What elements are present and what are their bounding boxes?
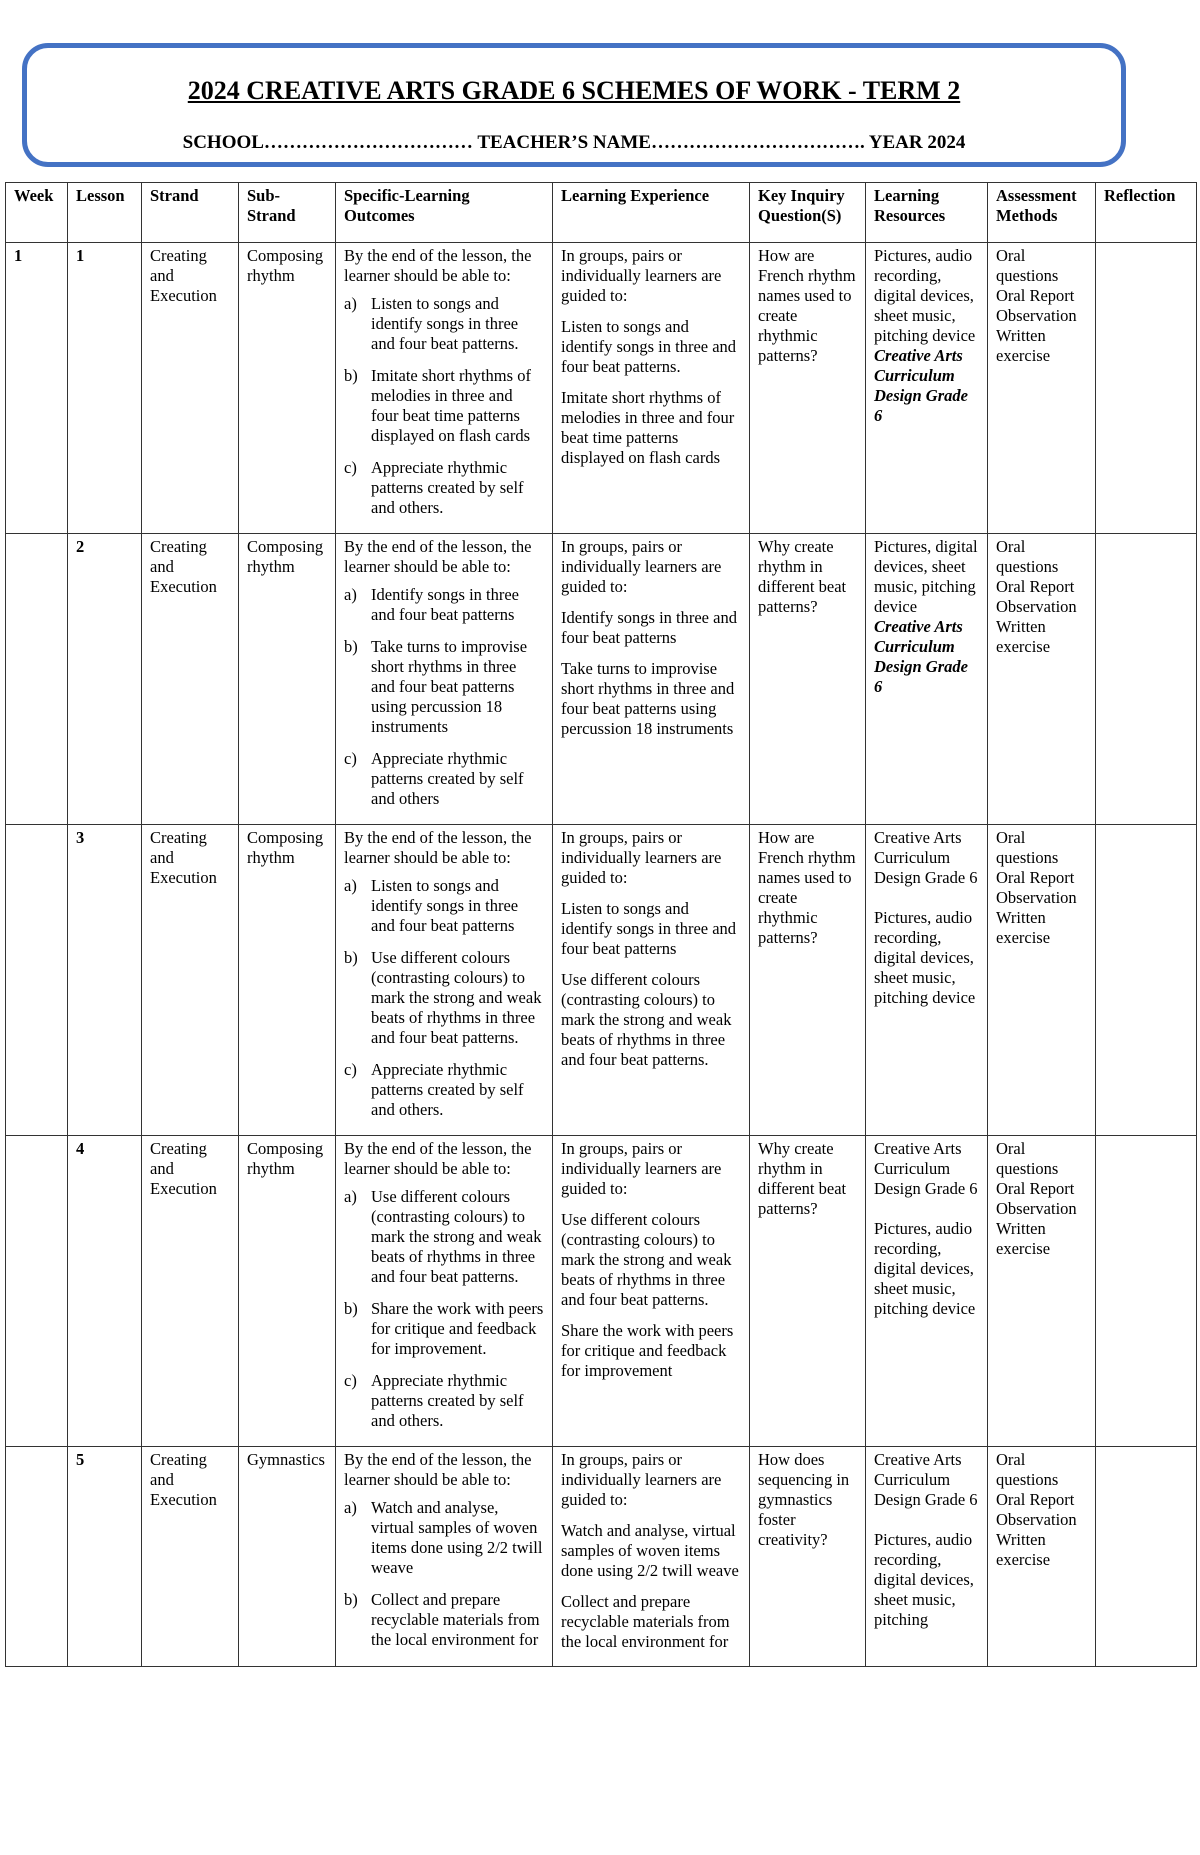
assessment-cell xyxy=(988,534,1096,825)
experience-item: Imitate short rhythms of melodies in three and four beat time patterns displayed on flash cards xyxy=(561,388,735,467)
reflection-cell xyxy=(1096,1136,1197,1447)
outcome-marker: a) xyxy=(344,1498,357,1517)
lesson-cell xyxy=(68,1136,142,1447)
resources-cell xyxy=(866,534,988,825)
sub-strand-cell xyxy=(239,243,336,534)
assessment-cell xyxy=(988,1447,1096,1667)
week-cell xyxy=(6,1447,68,1667)
col-week-header: Week xyxy=(6,183,68,243)
col-reflection-header: Reflection xyxy=(1096,183,1197,243)
reflection-cell xyxy=(1096,825,1197,1136)
outcome-item xyxy=(344,1498,544,1578)
outcome-item xyxy=(344,366,544,446)
outcome-text: Take turns to improvise short rhythms in three and four beat patterns using percussion 18 instruments xyxy=(371,637,528,736)
curriculum-design-reference: Creative Arts Curriculum Design Grade 6 xyxy=(874,828,978,887)
outcome-marker: b) xyxy=(344,1590,358,1609)
experience-intro: In groups, pairs or individually learners are guided to: xyxy=(561,1450,722,1509)
table-row xyxy=(6,243,1197,534)
outcomes-list xyxy=(344,1498,544,1650)
col-inquiry-header: Key Inquiry Question(S) xyxy=(750,183,866,243)
outcomes-intro: By the end of the lesson, the learner should be able to: xyxy=(344,1139,532,1178)
strand-value: Creating and Execution xyxy=(150,1450,217,1509)
experience-item: Listen to songs and identify songs in three and four beat patterns xyxy=(561,899,737,958)
outcome-marker: b) xyxy=(344,1299,358,1318)
outcomes-cell xyxy=(336,825,553,1136)
outcomes-cell xyxy=(336,243,553,534)
outcome-item xyxy=(344,1590,544,1650)
experience-item: Share the work with peers for critique and feedback for improvement xyxy=(561,1321,734,1380)
assessment-methods: Oral questions Oral Report Observation Written exercise xyxy=(996,1450,1077,1569)
resources-cell xyxy=(866,1136,988,1447)
lesson-value: 5 xyxy=(76,1450,85,1469)
outcomes-list xyxy=(344,585,544,809)
school-teacher-year-line: SCHOOL…………………………… TEACHER’S NAME……………………………. YEAR 2024 xyxy=(182,132,966,153)
assessment-cell xyxy=(988,825,1096,1136)
lesson-cell xyxy=(68,825,142,1136)
inquiry-cell xyxy=(750,534,866,825)
col-sub-strand-header: Sub-Strand xyxy=(239,183,336,243)
curriculum-design-reference: Creative Arts Curriculum Design Grade 6 xyxy=(874,1450,978,1509)
outcome-item xyxy=(344,637,544,737)
outcome-text: Appreciate rhythmic patterns created by self and others xyxy=(371,749,524,808)
experience-intro: In groups, pairs or individually learners are guided to: xyxy=(561,246,722,305)
outcome-marker: b) xyxy=(344,637,358,656)
experience-item: Take turns to improvise short rhythms in three and four beat patterns using percussion 18 instruments xyxy=(561,659,735,738)
outcomes-intro: By the end of the lesson, the learner should be able to: xyxy=(344,537,532,576)
lesson-cell xyxy=(68,534,142,825)
strand-cell xyxy=(142,1136,239,1447)
schemes-of-work-table xyxy=(5,182,1197,1667)
week-cell xyxy=(6,534,68,825)
outcome-text: Use different colours (contrasting colours) to mark the strong and weak beats of rhythms in three and four beat patterns. xyxy=(371,1187,542,1286)
outcome-text: Identify songs in three and four beat patterns xyxy=(371,585,520,624)
outcomes-cell xyxy=(336,534,553,825)
experience-intro: In groups, pairs or individually learners are guided to: xyxy=(561,1139,722,1198)
strand-value: Creating and Execution xyxy=(150,1139,217,1198)
outcome-text: Listen to songs and identify songs in three and four beat patterns. xyxy=(371,294,519,353)
reflection-cell xyxy=(1096,1447,1197,1667)
strand-cell xyxy=(142,825,239,1136)
week-cell xyxy=(6,825,68,1136)
outcome-item xyxy=(344,1299,544,1359)
sub-strand-cell xyxy=(239,534,336,825)
experience-item: Use different colours (contrasting colours) to mark the strong and weak beats of rhythms in three and four beat patterns. xyxy=(561,1210,732,1309)
outcome-marker: b) xyxy=(344,948,358,967)
reflection-cell xyxy=(1096,243,1197,534)
sub-strand-cell xyxy=(239,1447,336,1667)
inquiry-question: How are French rhythm names used to create rhythmic patterns? xyxy=(758,246,856,365)
outcome-marker: a) xyxy=(344,585,357,604)
outcomes-intro: By the end of the lesson, the learner should be able to: xyxy=(344,1450,532,1489)
resources-cell xyxy=(866,243,988,534)
resources-list: Pictures, audio recording, digital devices, sheet music, pitching device xyxy=(874,908,976,1007)
experience-cell xyxy=(553,825,750,1136)
col-outcomes-header: Specific-Learning Outcomes xyxy=(336,183,553,243)
outcome-item xyxy=(344,1371,544,1431)
resources-list: Pictures, digital devices, sheet music, pitching device xyxy=(874,537,978,616)
table-row xyxy=(6,1447,1197,1667)
week-cell xyxy=(6,1136,68,1447)
outcomes-list xyxy=(344,294,544,518)
resources-cell xyxy=(866,825,988,1136)
experience-intro: In groups, pairs or individually learners are guided to: xyxy=(561,828,722,887)
outcome-text: Collect and prepare recyclable materials from the local environment for xyxy=(371,1590,540,1649)
outcomes-intro: By the end of the lesson, the learner should be able to: xyxy=(344,246,532,285)
curriculum-design-reference: Creative Arts Curriculum Design Grade 6 xyxy=(874,346,968,425)
strand-value: Creating and Execution xyxy=(150,537,217,596)
experience-intro: In groups, pairs or individually learners are guided to: xyxy=(561,537,722,596)
sub-strand-value: Composing rhythm xyxy=(247,828,324,867)
resources-list: Pictures, audio recording, digital devices, sheet music, pitching device xyxy=(874,246,976,345)
outcome-text: Appreciate rhythmic patterns created by self and others. xyxy=(371,1371,524,1430)
col-lesson-header: Lesson xyxy=(68,183,142,243)
table-row xyxy=(6,825,1197,1136)
inquiry-question: How are French rhythm names used to create rhythmic patterns? xyxy=(758,828,856,947)
outcomes-list xyxy=(344,1187,544,1431)
col-resources-header: Learning Resources xyxy=(866,183,988,243)
strand-cell xyxy=(142,1447,239,1667)
lesson-value: 3 xyxy=(76,828,85,847)
sub-strand-cell xyxy=(239,1136,336,1447)
outcome-text: Appreciate rhythmic patterns created by self and others. xyxy=(371,1060,524,1119)
inquiry-cell xyxy=(750,1447,866,1667)
lesson-value: 1 xyxy=(76,246,85,265)
outcome-marker: c) xyxy=(344,458,357,477)
curriculum-design-reference: Creative Arts Curriculum Design Grade 6 xyxy=(874,1139,978,1198)
curriculum-design-reference: Creative Arts Curriculum Design Grade 6 xyxy=(874,617,968,696)
outcome-item xyxy=(344,585,544,625)
sub-strand-value: Composing rhythm xyxy=(247,537,324,576)
outcome-marker: a) xyxy=(344,294,357,313)
inquiry-question: How does sequencing in gymnastics foster creativity? xyxy=(758,1450,850,1549)
assessment-methods: Oral questions Oral Report Observation Written exercise xyxy=(996,246,1077,365)
outcome-item xyxy=(344,876,544,936)
col-assessment-header: Assessment Methods xyxy=(988,183,1096,243)
inquiry-cell xyxy=(750,1136,866,1447)
outcomes-list xyxy=(344,876,544,1120)
sub-strand-value: Composing rhythm xyxy=(247,1139,324,1178)
outcome-marker: a) xyxy=(344,876,357,895)
inquiry-question: Why create rhythm in different beat patterns? xyxy=(758,537,847,616)
week-cell xyxy=(6,243,68,534)
outcome-text: Use different colours (contrasting colours) to mark the strong and weak beats of rhythms in three and four beat patterns. xyxy=(371,948,542,1047)
experience-cell xyxy=(553,1136,750,1447)
outcome-text: Listen to songs and identify songs in three and four beat patterns xyxy=(371,876,519,935)
experience-item: Collect and prepare recyclable materials from the local environment for xyxy=(561,1592,730,1651)
lesson-value: 2 xyxy=(76,537,85,556)
experience-item: Listen to songs and identify songs in three and four beat patterns. xyxy=(561,317,737,376)
outcome-item xyxy=(344,749,544,809)
outcome-marker: b) xyxy=(344,366,358,385)
strand-cell xyxy=(142,243,239,534)
table-row xyxy=(6,1136,1197,1447)
outcome-item xyxy=(344,294,544,354)
outcome-item xyxy=(344,458,544,518)
outcome-marker: a) xyxy=(344,1187,357,1206)
experience-item: Use different colours (contrasting colours) to mark the strong and weak beats of rhythms in three and four beat patterns. xyxy=(561,970,732,1069)
resources-list: Pictures, audio recording, digital devices, sheet music, pitching device xyxy=(874,1219,976,1318)
outcome-marker: c) xyxy=(344,749,357,768)
outcomes-intro: By the end of the lesson, the learner should be able to: xyxy=(344,828,532,867)
experience-item: Identify songs in three and four beat patterns xyxy=(561,608,737,647)
outcome-text: Imitate short rhythms of melodies in three and four beat time patterns displayed on flash cards xyxy=(371,366,531,445)
outcome-marker: c) xyxy=(344,1371,357,1390)
outcome-item xyxy=(344,1187,544,1287)
strand-value: Creating and Execution xyxy=(150,246,217,305)
experience-cell xyxy=(553,534,750,825)
table-header-row xyxy=(6,183,1197,243)
inquiry-cell xyxy=(750,825,866,1136)
assessment-cell xyxy=(988,1136,1096,1447)
sub-strand-cell xyxy=(239,825,336,1136)
sub-strand-value: Composing rhythm xyxy=(247,246,324,285)
document-header xyxy=(22,43,1126,167)
outcome-text: Appreciate rhythmic patterns created by self and others. xyxy=(371,458,524,517)
week-value: 1 xyxy=(14,246,23,265)
assessment-methods: Oral questions Oral Report Observation Written exercise xyxy=(996,828,1077,947)
experience-item: Watch and analyse, virtual samples of woven items done using 2/2 twill weave xyxy=(561,1521,739,1580)
inquiry-question: Why create rhythm in different beat patterns? xyxy=(758,1139,847,1218)
outcome-text: Share the work with peers for critique and feedback for improvement. xyxy=(371,1299,544,1358)
strand-value: Creating and Execution xyxy=(150,828,217,887)
assessment-cell xyxy=(988,243,1096,534)
outcomes-cell xyxy=(336,1136,553,1447)
resources-cell xyxy=(866,1447,988,1667)
outcome-item xyxy=(344,1060,544,1120)
assessment-methods: Oral questions Oral Report Observation Written exercise xyxy=(996,537,1077,656)
outcome-marker: c) xyxy=(344,1060,357,1079)
table-row xyxy=(6,534,1197,825)
resources-list: Pictures, audio recording, digital devices, sheet music, pitching xyxy=(874,1530,974,1629)
experience-cell xyxy=(553,243,750,534)
col-experience-header: Learning Experience xyxy=(553,183,750,243)
outcome-item xyxy=(344,948,544,1048)
lesson-value: 4 xyxy=(76,1139,85,1158)
sub-strand-value: Gymnastics xyxy=(247,1450,325,1469)
document-title: 2024 CREATIVE ARTS GRADE 6 SCHEMES OF WORK - TERM 2 xyxy=(187,76,961,105)
reflection-cell xyxy=(1096,534,1197,825)
experience-cell xyxy=(553,1447,750,1667)
lesson-cell xyxy=(68,243,142,534)
col-strand-header: Strand xyxy=(142,183,239,243)
outcome-text: Watch and analyse, virtual samples of woven items done using 2/2 twill weave xyxy=(371,1498,543,1577)
assessment-methods: Oral questions Oral Report Observation Written exercise xyxy=(996,1139,1077,1258)
inquiry-cell xyxy=(750,243,866,534)
outcomes-cell xyxy=(336,1447,553,1667)
lesson-cell xyxy=(68,1447,142,1667)
strand-cell xyxy=(142,534,239,825)
